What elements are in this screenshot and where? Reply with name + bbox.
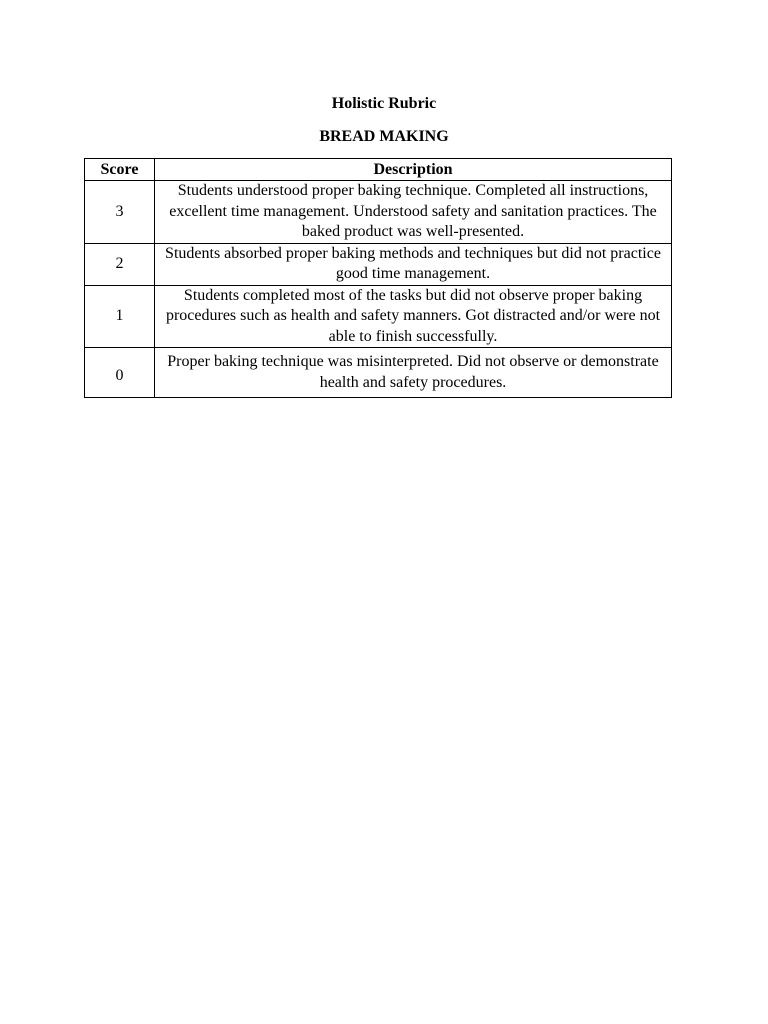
- description-column-header: Description: [155, 159, 672, 181]
- table-header-row: [85, 159, 672, 181]
- table-row: [85, 243, 672, 285]
- table-row: [85, 181, 672, 244]
- document-title: Holistic Rubric: [331, 95, 437, 112]
- description-cell: Proper baking technique was misinterpreted. Did not observe or demonstrate health and safety procedures.: [155, 348, 672, 398]
- table-row: [85, 285, 672, 348]
- score-cell: 0: [85, 348, 155, 398]
- table-row: [85, 348, 672, 398]
- description-cell: Students absorbed proper baking methods and techniques but did not practice good time management.: [155, 243, 672, 285]
- document-subtitle: BREAD MAKING: [319, 128, 449, 145]
- rubric-table: [84, 158, 672, 398]
- description-cell: Students completed most of the tasks but did not observe proper baking procedures such as health and safety manners. Got distracted and/or were not able to finish successfully.: [155, 285, 672, 348]
- score-column-header: Score: [85, 159, 155, 181]
- score-cell: 3: [85, 181, 155, 244]
- score-cell: 1: [85, 285, 155, 348]
- score-cell: 2: [85, 243, 155, 285]
- description-cell: Students understood proper baking technique. Completed all instructions, excellent time management. Understood safety and sanitation practices. The baked product was well-presented.: [155, 181, 672, 244]
